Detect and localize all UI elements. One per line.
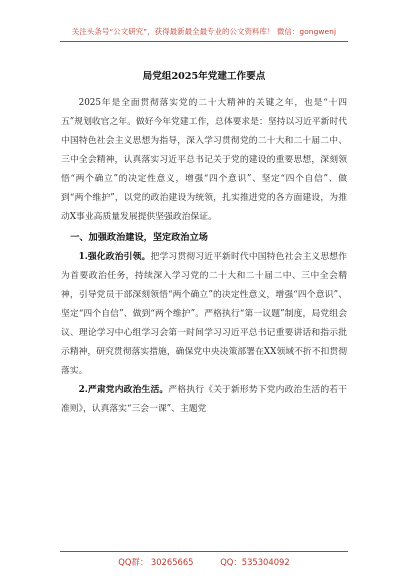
footer-qq: QQ：535304092	[220, 557, 290, 567]
section-item-2	[61, 381, 347, 419]
section-item-1	[61, 248, 347, 381]
header-banner: 关注头条号“公文研究”，获得最新最全最专业的公文资料库！ 微信：gongwenj	[71, 27, 337, 36]
item-1-label: 1.强化政治引领。	[78, 252, 151, 262]
footer-qq-group: QQ群： 30265665	[118, 557, 194, 567]
item-2-text: 严格执行《关于新形势下党内政治生活的若干准则》，认真落实“三会一课”、主题党	[61, 385, 347, 414]
footer-divider	[60, 551, 348, 552]
intro-paragraph: 2025年是全面贯彻落实党的二十大精神的关键之年，也是“十四五”规划收官之年。做好今年党建工作，总体要求是：坚持以习近平新时代中国特色社会主义思想为指导，深入学习贯彻党的二十大和二十届二中、三中全会精神，认真落实习近平总书记关于党的建设的重要思想，深刻领悟“两个确立”的决定性意义，增强“四个意识”、坚定“四个自信”、做到“两个维护”，以党的政治建设为统领，扎实推进党的各方面建设，为推动X事业高质量发展提供坚强政治保证。	[61, 98, 347, 222]
document-body	[61, 54, 347, 419]
section-heading: 一、加强政治建设，坚定政治立场	[70, 232, 208, 243]
item-2-label: 2.严肃党内政治生活。	[78, 385, 169, 395]
footer-contact	[0, 556, 408, 568]
item-1-text: 把学习贯彻习近平新时代中国特色社会主义思想作为首要政治任务，持续深入学习党的二十大和二十届二中、三中全会精神，引导党员干部深刻领悟“两个确立”的决定性意义，增强“四个意识”、坚定“四个自信”、做到“两个维护”。严格执行“第一议题”制度，局党组会议、理论学习中心组学习会第一时间学习习近平总书记重要讲话和指示批示精神，研究贯彻落实措施，确保党中央决策部署在XX领域不折不扣贯彻落实。	[61, 252, 347, 376]
header-divider	[60, 41, 348, 42]
document-title: 局党组2025年党建工作要点	[142, 71, 266, 82]
